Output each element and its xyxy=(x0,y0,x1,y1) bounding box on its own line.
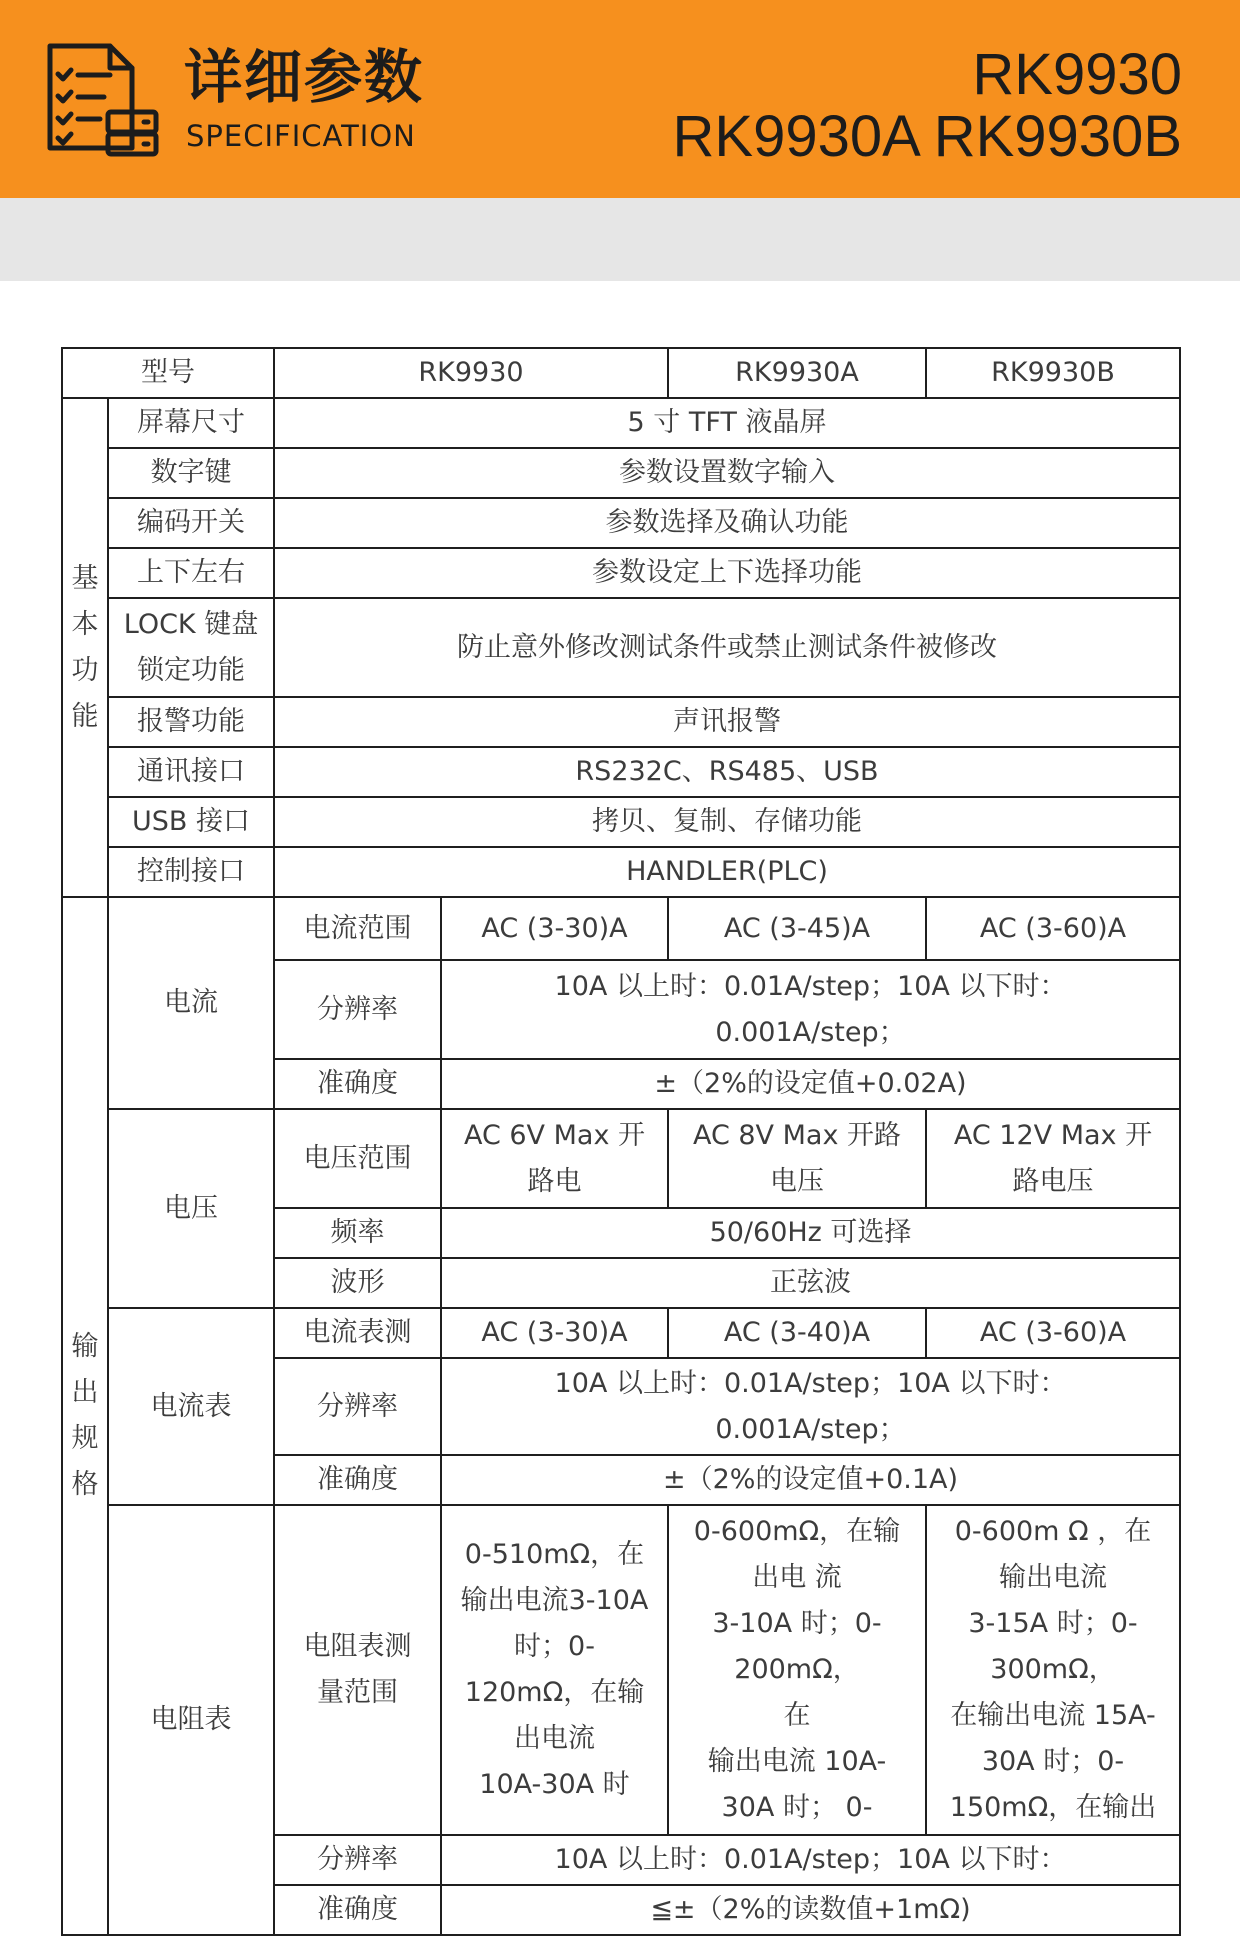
row-value: 防止意外修改测试条件或禁止测试条件被修改 xyxy=(274,598,1180,697)
table-row xyxy=(62,448,1180,498)
table-row xyxy=(62,1505,1180,1835)
voltage-m3-line1: AC 12V Max 开 xyxy=(953,1119,1153,1151)
page-subtitle: SPECIFICATION xyxy=(186,119,416,153)
cell-rk9930b: AC (3-60)A xyxy=(926,897,1180,960)
group-basic-functions xyxy=(62,398,108,897)
ohm-m1-line: 输出电流3-10A xyxy=(460,1585,649,1616)
table-row xyxy=(62,847,1180,897)
row-label: 准确度 xyxy=(274,1885,441,1935)
cell-rk9930 xyxy=(441,1109,668,1208)
row-value: ≦±（2%的读数值+1mΩ) xyxy=(441,1885,1180,1935)
header-label-cell: 型号 xyxy=(62,348,274,398)
model-name-line2: RK9930A RK9930B xyxy=(672,104,1182,169)
row-value: RS232C、RS485、USB xyxy=(274,747,1180,797)
row-value: HANDLER(PLC) xyxy=(274,847,1180,897)
voltage-m1-line2: 路电 xyxy=(527,1165,582,1197)
row-label: 准确度 xyxy=(274,1059,441,1109)
ohm-m1-line: 时；0- xyxy=(514,1631,595,1662)
row-value: ±（2%的设定值+0.1A) xyxy=(441,1455,1180,1505)
section-ohmmeter: 电阻表 xyxy=(108,1505,274,1935)
group-label-basic: 基本功能 xyxy=(71,562,99,732)
ohm-m3-line: 3-15A 时；0- xyxy=(968,1608,1138,1639)
row-label: 屏幕尺寸 xyxy=(108,398,274,448)
group-label-output: 输出规格 xyxy=(71,1331,99,1500)
cell-rk9930b xyxy=(926,1109,1180,1208)
voltage-m2-line2: 电压 xyxy=(770,1165,824,1197)
row-label: 准确度 xyxy=(274,1455,441,1505)
row-label: 分辨率 xyxy=(274,960,441,1059)
row-label: 数字键 xyxy=(108,448,274,498)
table-row xyxy=(62,1109,1180,1208)
table-header-row xyxy=(62,348,1180,398)
row-label: 上下左右 xyxy=(108,548,274,598)
row-label: 电流范围 xyxy=(274,897,441,960)
header-model-rk9930: RK9930 xyxy=(274,348,668,398)
row-value: 拷贝、复制、存储功能 xyxy=(274,797,1180,847)
group-output-spec xyxy=(62,897,108,1935)
row-value: ±（2%的设定值+0.02A) xyxy=(441,1059,1180,1109)
row-label: USB 接口 xyxy=(108,797,274,847)
ohm-m1-line: 10A-30A 时 xyxy=(479,1769,630,1800)
table-row xyxy=(62,797,1180,847)
row-value: 声讯报警 xyxy=(274,697,1180,747)
cell-rk9930 xyxy=(441,1505,668,1835)
ohm-range-label-line1: 电阻表测 xyxy=(303,1631,412,1662)
resolution-line2: 0.001A/step； xyxy=(715,1413,906,1445)
cell-rk9930b xyxy=(926,1505,1180,1835)
row-label: 通讯接口 xyxy=(108,747,274,797)
ohm-m1-line: 120mΩ，在输 xyxy=(464,1677,645,1708)
cell-rk9930a xyxy=(668,1109,926,1208)
cell-rk9930: AC (3-30)A xyxy=(441,897,668,960)
ohm-m3-line: 在输出电流 15A- xyxy=(950,1700,1156,1731)
spec-list-icon xyxy=(44,38,162,160)
model-name-line1: RK9930 xyxy=(972,42,1182,107)
row-value-resolution xyxy=(441,960,1180,1059)
ohm-range-label-line2: 量范围 xyxy=(317,1677,398,1708)
resolution-line1: 10A 以上时：0.01A/step；10A 以下时： xyxy=(554,1367,1067,1399)
ohm-m1-line: 出电流 xyxy=(514,1723,595,1754)
section-current: 电流 xyxy=(108,897,274,1109)
row-label: 频率 xyxy=(274,1208,441,1258)
ohm-m2-line: 在 xyxy=(783,1700,811,1731)
row-value-resolution xyxy=(441,1358,1180,1455)
ohm-m2-line: 3-10A 时；0- xyxy=(712,1608,882,1639)
lock-label-line2: 锁定功能 xyxy=(137,654,245,686)
row-value: 10A 以上时：0.01A/step；10A 以下时： xyxy=(441,1835,1180,1885)
cell-rk9930b: AC (3-60)A xyxy=(926,1308,1180,1358)
row-value: 参数设置数字输入 xyxy=(274,448,1180,498)
resolution-line1: 10A 以上时：0.01A/step；10A 以下时： xyxy=(554,970,1067,1002)
table-row xyxy=(62,897,1180,960)
cell-rk9930: AC (3-30)A xyxy=(441,1308,668,1358)
header-model-rk9930a: RK9930A xyxy=(668,348,926,398)
ohm-m2-line: 30A 时； 0- xyxy=(721,1792,873,1823)
ohm-m3-line: 150mΩ，在输出 xyxy=(949,1792,1157,1823)
row-value: 正弦波 xyxy=(441,1258,1180,1308)
ohm-m3-line: 30A 时；0- xyxy=(981,1746,1125,1777)
resolution-line2: 0.001A/step； xyxy=(715,1016,906,1048)
table-row xyxy=(62,398,1180,448)
table-row xyxy=(62,498,1180,548)
row-value: 参数选择及确认功能 xyxy=(274,498,1180,548)
voltage-m2-line1: AC 8V Max 开路 xyxy=(692,1119,902,1151)
ohm-m2-line: 200mΩ， xyxy=(734,1654,860,1685)
row-label: 电压范围 xyxy=(274,1109,441,1208)
ohm-m3-line: 输出电流 xyxy=(999,1562,1107,1593)
ohm-m2-line: 出电 流 xyxy=(752,1562,842,1593)
row-label: 分辨率 xyxy=(274,1358,441,1455)
voltage-m1-line1: AC 6V Max 开 xyxy=(463,1119,646,1151)
row-label: 波形 xyxy=(274,1258,441,1308)
row-label: 分辨率 xyxy=(274,1835,441,1885)
ohm-m1-line: 0-510mΩ，在 xyxy=(464,1539,645,1570)
row-label: 控制接口 xyxy=(108,847,274,897)
row-label: 编码开关 xyxy=(108,498,274,548)
table-row xyxy=(62,697,1180,747)
header-model-rk9930b: RK9930B xyxy=(926,348,1180,398)
row-label: 电流表测 xyxy=(274,1308,441,1358)
table-row xyxy=(62,548,1180,598)
row-label: 报警功能 xyxy=(108,697,274,747)
table-row xyxy=(62,747,1180,797)
section-ammeter: 电流表 xyxy=(108,1308,274,1505)
cell-rk9930a xyxy=(668,1505,926,1835)
section-voltage: 电压 xyxy=(108,1109,274,1308)
gray-band xyxy=(0,198,1240,281)
lock-label-line1: LOCK 键盘 xyxy=(123,608,259,640)
page-title: 详细参数 xyxy=(184,43,425,111)
table-row xyxy=(62,598,1180,697)
spec-table xyxy=(61,347,1181,1936)
row-label-lock xyxy=(108,598,274,697)
voltage-m3-line2: 路电压 xyxy=(1012,1165,1094,1197)
ohm-m2-line: 输出电流 10A- xyxy=(707,1746,887,1777)
cell-rk9930a: AC (3-45)A xyxy=(668,897,926,960)
row-value: 5 寸 TFT 液晶屏 xyxy=(274,398,1180,448)
ohm-m2-line: 0-600mΩ，在输 xyxy=(693,1516,901,1547)
row-label-ohm-range xyxy=(274,1505,441,1835)
cell-rk9930a: AC (3-40)A xyxy=(668,1308,926,1358)
row-value: 50/60Hz 可选择 xyxy=(441,1208,1180,1258)
ohm-m3-line: 0-600m Ω ，在 xyxy=(954,1516,1152,1547)
table-row xyxy=(62,1308,1180,1358)
ohm-m3-line: 300mΩ， xyxy=(990,1654,1116,1685)
row-value: 参数设定上下选择功能 xyxy=(274,548,1180,598)
